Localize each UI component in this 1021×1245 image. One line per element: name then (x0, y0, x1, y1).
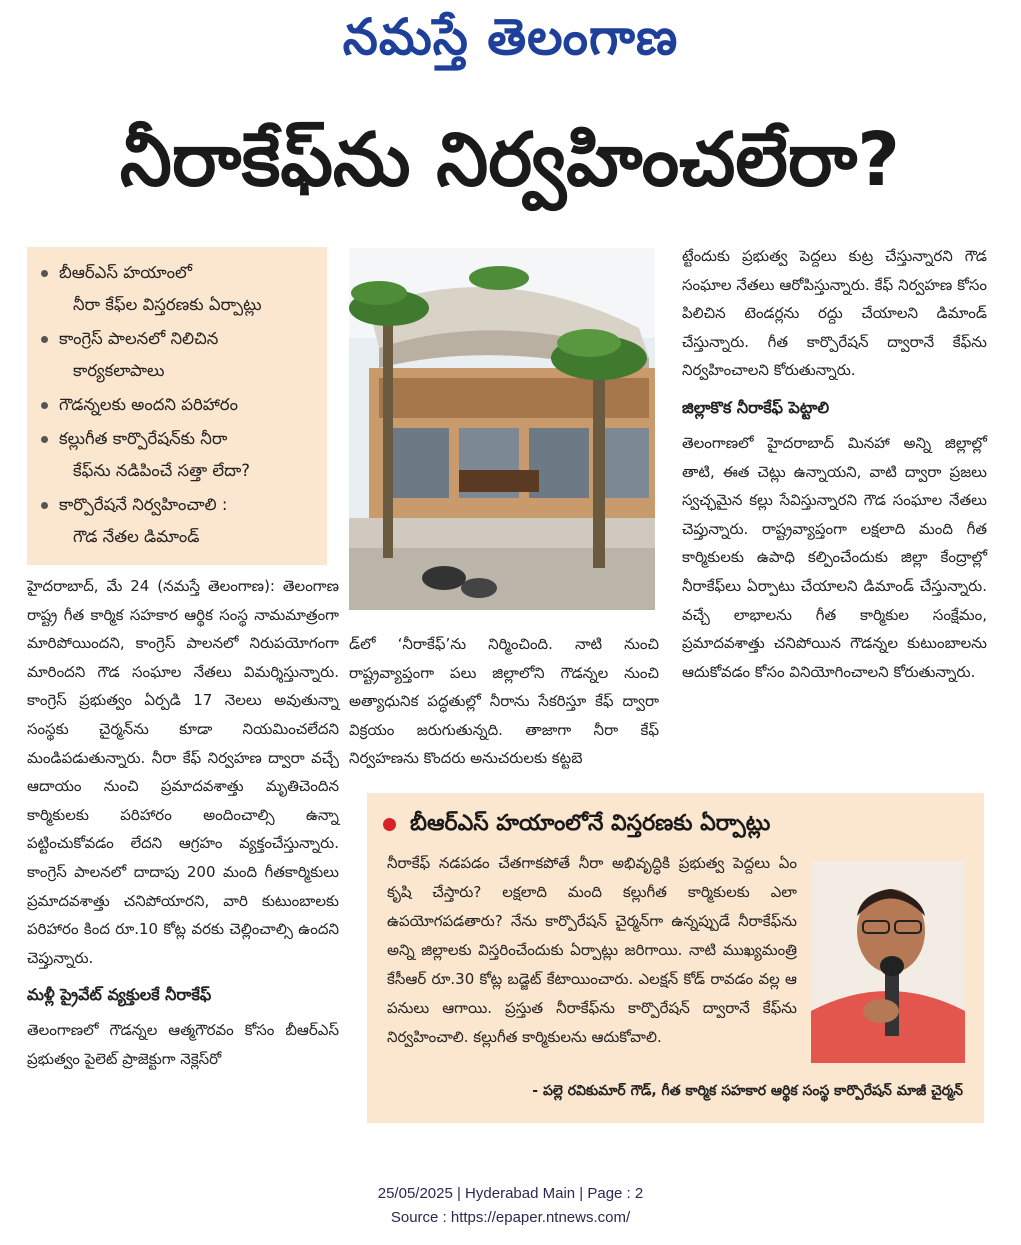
article-paragraph: ట్టేందుకు ప్రభుత్వ పెద్దలు కుట్ర చేస్తున్నారని గౌడ సంఘాల నేతలు ఆరోపిస్తున్నారు. కేఫ్ నిర్వహణ కోసం పిలిచిన టెండర్లను రద్దు చేయాలని డిమాండ్ చేస్తున్నారు. గీత కార్పొరేషన్ ద్వారానే కేఫ్‌ను నిర్వహించాలని కోరుతున్నారు. (682, 247, 987, 380)
speaker-photo (811, 861, 965, 1063)
page-footer (0, 1182, 1021, 1230)
quote-text: నీరాకేఫ్ నడపడం చేతగాకపోతే నీరా అభివృద్ధికి ప్రభుత్వ పెద్దలు ఏం కృషి చేస్తారు? లక్షలాది మంది కల్లుగీత కార్మికులకు ఎలా ఉపయోగపడతారు? నేను కార్పొరేషన్ చైర్మన్‌గా ఉన్నప్పుడే నీరాకేఫ్‌ను అన్ని జిల్లాలకు విస్తరించేందుకు ఏర్పాట్లు జరిగాయి. నాటి ముఖ్యమంత్రి కేసీఆర్ రూ.30 కోట్ల బడ్జెట్ కేటాయించారు. ఎలక్షన్ కోడ్ రావడం వల్ల ఆ పనులు ఆగాయి. ప్రస్తుత నీరాకేఫ్‌ను కార్పొరేషన్ ద్వారానే కేఫ్‌ను నిర్వహించాలి. కల్లుగీత కార్మికులను ఆదుకోవాలి. (387, 854, 797, 1046)
highlight-item: కాంగ్రెస్ పాలనలో నిలిచిన కార్యకలాపాలు (41, 323, 319, 387)
bullet-icon (41, 502, 48, 509)
masthead (0, 0, 1021, 80)
highlights-box (27, 247, 327, 565)
article-paragraph: తెలంగాణలో హైదరాబాద్ మినహా అన్ని జిల్లాల్లో తాటి, ఈత చెట్లు ఉన్నాయని, వాటి ద్వారా ప్రజలు స్వచ్ఛమైన కల్లు సేవిస్తున్నారని గౌడ సంఘాల నేతలు చెప్తున్నారు. రాష్ట్రవ్యాప్తంగా లక్షలాది మంది గీత కార్మికులకు ఉపాధి కల్పించేందుకు జిల్లా కేంద్రాల్లో నీరాకేఫ్‌లు ఏర్పాటు చేయాలని డిమాండ్ చేస్తున్నారు. వచ్చే లాభాలను గీత కార్మికుల సంక్షేమం, ప్రమాదవశాత్తు చనిపోయిన గౌడన్నల కుటుంబాలను ఆదుకోవడం కోసం వినియోగించాలని కోరుతున్నారు. (682, 433, 987, 681)
article-paragraph: తెలంగాణలో గౌడన్నల ఆత్మగౌరవం కోసం బీఆర్‌ఎస్ ప్రభుత్వం పైలెట్ ప్రాజెక్టుగా నెక్లెస్‌రో (27, 1021, 339, 1068)
footer-source: Source : https://epaper.ntnews.com/ (390, 1209, 631, 1226)
highlight-item: కల్లుగీత కార్పొరేషన్‌కు నీరా కేఫ్‌ను నడిపించే సత్తా లేదా? (41, 423, 319, 487)
article-paragraph: డ్‌లో ‘నీరాకేఫ్’ను నిర్మించింది. నాటి నుంచి రాష్ట్రవ్యాప్తంగా పలు జిల్లాలోని గౌడన్నల నుంచి అత్యాధునిక పద్ధతుల్లో నీరాను సేకరిస్తూ కేఫ్ ద్వారా విక్రయం జరుగుతున్నది. తాజాగా నీరా కేఫ్ నిర్వహణను కొందరు అనుచరులకు కట్టబె (349, 635, 659, 768)
bullet-icon (41, 402, 48, 409)
quote-attribution: - పల్లె రవికుమార్ గౌడ్, గీత కార్మిక సహకార ఆర్థిక సంస్థ కార్పొరేషన్ మాజీ చైర్మన్ (532, 1083, 963, 1099)
headline: నీరాకేఫ్‌ను నిర్వహించలేరా? (119, 117, 901, 203)
red-bullet-icon (383, 818, 396, 831)
quote-box (367, 793, 984, 1123)
bullet-icon (41, 436, 48, 443)
article-column-3 (682, 242, 987, 686)
highlight-item: బీఆర్‌ఎస్ హయాంలో నీరా కేఫ్‌ల విస్తరణకు ఏర్పాట్లు (41, 257, 319, 321)
bullet-icon (41, 336, 48, 343)
quote-title: బీఆర్‌ఎస్ హయాంలోనే విస్తరణకు ఏర్పాట్లు (383, 811, 770, 841)
article-column-1 (27, 572, 339, 1074)
article-paragraph: హైదరాబాద్, మే 24 (నమస్తే తెలంగాణ): తెలంగాణ రాష్ట్ర గీత కార్మిక సహకార ఆర్థిక సంస్థ నామమాత్రంగా మారిపోయిందని, కాంగ్రెస్ పాలనలో నిరుపయోగంగా మారిందని గౌడ సంఘాల నేతలు విమర్శిస్తున్నారు. కాంగ్రెస్ ప్రభుత్వం ఏర్పడి 17 నెలలు అవుతున్నా సంస్థకు చైర్మన్‌ను కూడా నియమించలేదని మండిపడుతున్నారు. నీరా కేఫ్ నిర్వహణ ద్వారా వచ్చే ఆదాయం నుంచి ప్రమాదవశాత్తు మృతిచెందిన కార్మికులకు పరిహారం అందించాల్సి ఉన్నా పట్టించుకోవడం లేదని ఆగ్రహం వ్యక్తంచేస్తున్నారు. కాంగ్రెస్ పాలనలో దాదాపు 200 మంది గీతకార్మికులు ప్రమాదవశాత్తు చనిపోయారని, వారి కుటుంబాలకు పరిహారం కింద రూ.10 కోట్ల వరకు చెల్లించాల్సి ఉందని చెప్తున్నారు. (27, 577, 339, 967)
article-column-2 (349, 630, 659, 773)
highlight-item: కార్పొరేషనే నిర్వహించాలి : గౌడ నేతల డిమాండ్ (41, 489, 319, 553)
footer-date-edition: 25/05/2025 | Hyderabad Main | Page : 2 (377, 1185, 644, 1202)
bullet-icon (41, 270, 48, 277)
neera-cafe-photo (349, 248, 655, 610)
article-subheading: జిల్లాకొక నీరాకేఫ్ పెట్టాలి (682, 397, 830, 417)
masthead-title: నమస్తే తెలంగాణ (342, 8, 679, 66)
highlight-item: గౌడన్నలకు అందని పరిహారం (41, 389, 319, 421)
article-subheading: మళ్లీ ప్రైవేట్ వ్యక్తులకే నీరాకేఫ్ (27, 985, 212, 1005)
